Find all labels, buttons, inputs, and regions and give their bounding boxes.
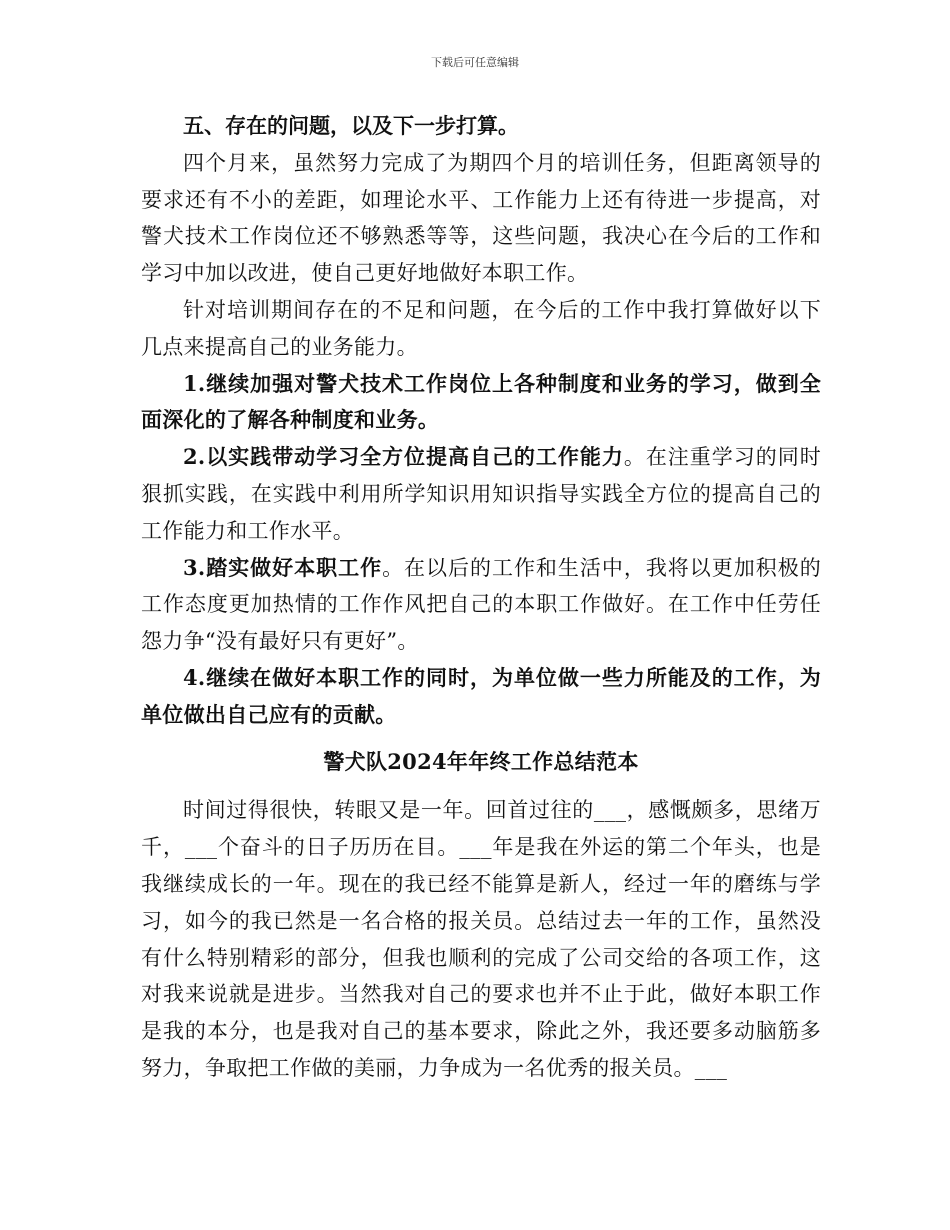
- plan-item-3-lead: 3.踏实做好本职工作: [183, 554, 383, 580]
- document-title: 警犬队2024年年终工作总结范本: [323, 748, 639, 774]
- plan-item-2-body: 。在注重学习的同时狠抓实践，在实践中利用所学知识用知识指导实践全方位的提高自己的工作能力和工作水平。: [141, 445, 821, 543]
- plan-item-3: [141, 550, 821, 660]
- paragraph-year-summary: 时间过得很快，转眼又是一年。回首过往的___，感慨颇多，思绪万千，___个奋斗的日子历历在目。___年是我在外运的第二个年头，也是我继续成长的一年。现在的我已经不能算是新人，经过一年的磨练与学习，如今的我已然是一名合格的报关员。总结过去一年的工作，虽然没有什么特别精彩的部分，但我也顺利的完成了公司交给的各项工作，这对我来说就是进步。当然我对自己的要求也并不止于此，做好本职工作是我的本分，也是我对自己的基本要求，除此之外，我还要多动脑筋多努力，争取把工作做的美丽，力争成为一名优秀的报关员。___: [141, 798, 821, 1080]
- page-header-note: 下载后可任意编辑: [431, 56, 519, 69]
- paragraph-problems: 四个月来，虽然努力完成了为期四个月的培训任务，但距离领导的要求还有不小的差距，如理论水平、工作能力上还有待进一步提高，对警犬技术工作岗位还不够熟悉等等，这些问题，我决心在今后的工作和学习中加以改进，使自己更好地做好本职工作。: [141, 150, 821, 286]
- paragraph-plan-intro: 针对培训期间存在的不足和问题，在今后的工作中我打算做好以下几点来提高自己的业务能力。: [141, 297, 821, 359]
- plan-item-1: 1.继续加强对警犬技术工作岗位上各种制度和业务的学习，做到全面深化的了解各种制度和业务。: [141, 370, 821, 433]
- document-body: [141, 108, 821, 1087]
- plan-item-3-body: 。在以后的工作和生活中，我将以更加积极的工作态度更加热情的工作作风把自己的本职工作做好。在工作中任劳任怨力争“没有最好只有更好”。: [141, 555, 821, 654]
- section-heading: 五、存在的问题，以及下一步打算。: [183, 113, 519, 138]
- plan-item-2-lead: 2.以实践带动学习全方位提高自己的工作能力: [183, 444, 624, 470]
- plan-item-4: 4.继续在做好本职工作的同时，为单位做一些力所能及的工作，为单位做出自己应有的贡献。: [141, 664, 821, 727]
- plan-item-2: [141, 439, 821, 549]
